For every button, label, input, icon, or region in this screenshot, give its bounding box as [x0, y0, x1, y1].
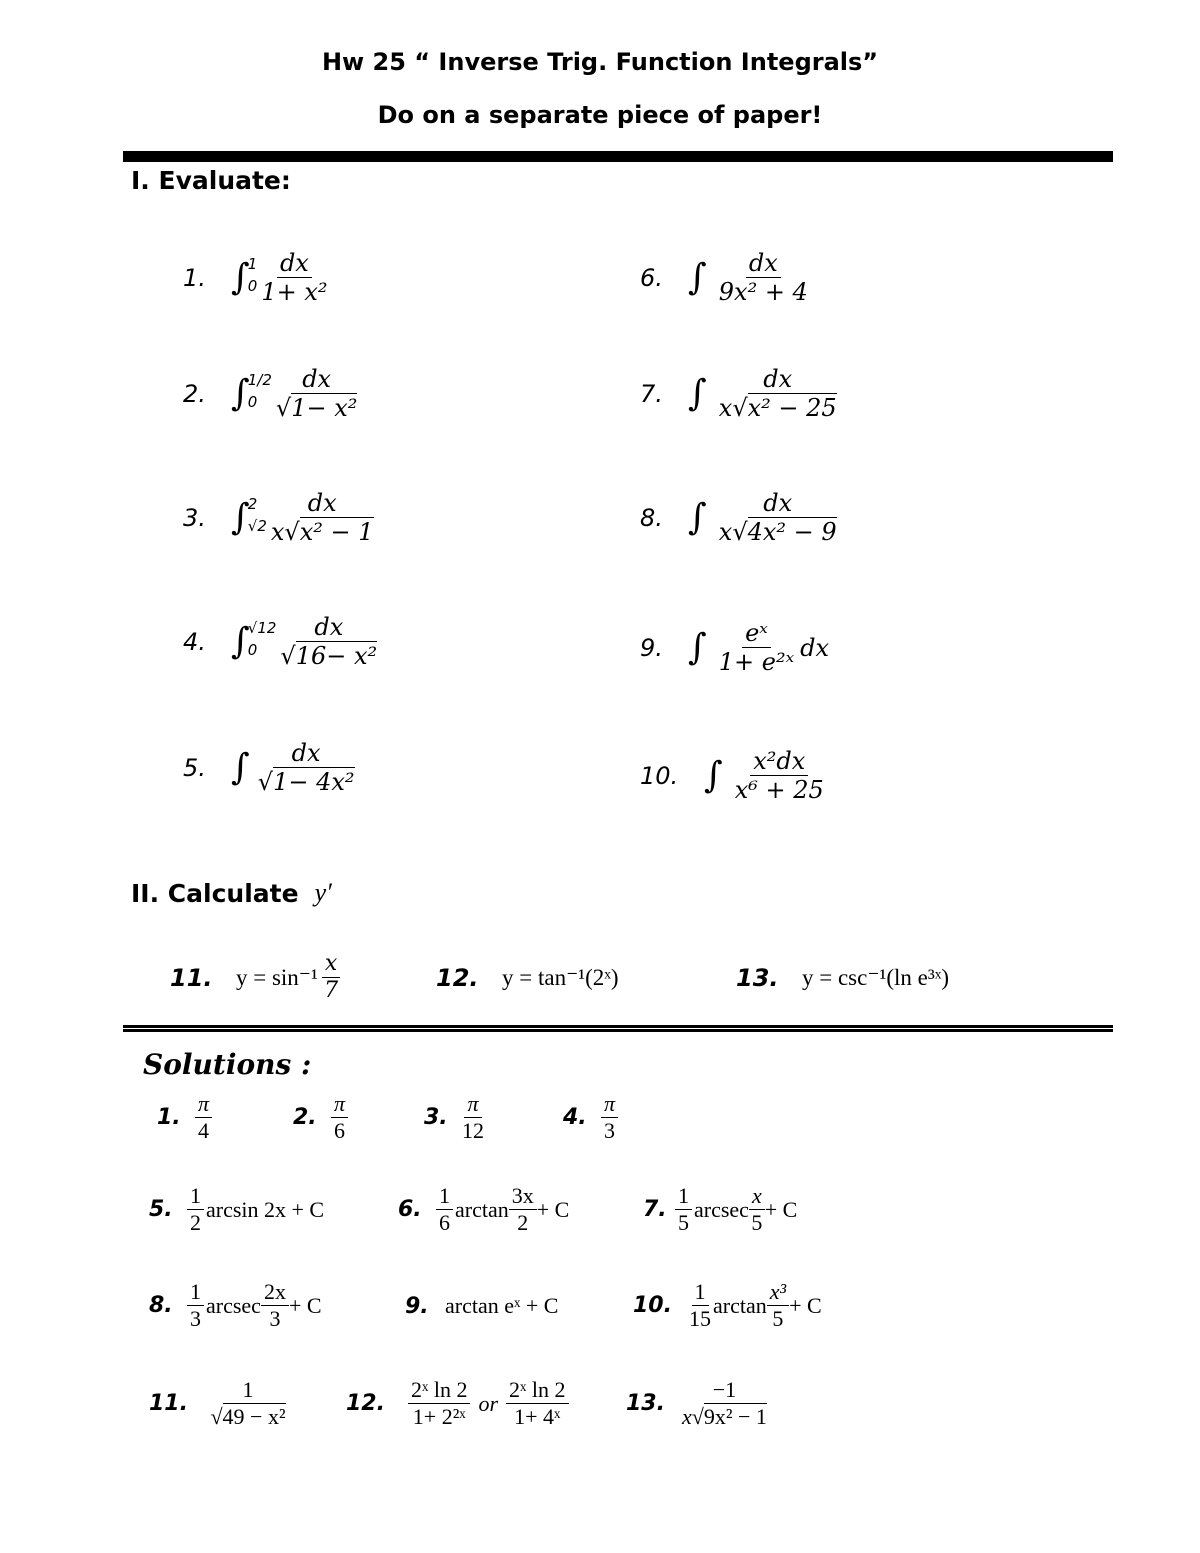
integral-sign-icon: ∫: [231, 746, 250, 788]
solution-number: 6.: [398, 1197, 422, 1223]
problem-number: 9.: [640, 633, 663, 662]
solution-9: [405, 1293, 558, 1319]
problem-number: 12.: [436, 964, 479, 992]
lower-limit: 0: [247, 392, 258, 411]
constant: + C: [288, 1292, 322, 1318]
numerator: π: [331, 1092, 348, 1118]
upper-limit: 1/2: [247, 370, 272, 389]
denominator: 12: [462, 1118, 484, 1144]
numerator: dx: [289, 740, 324, 768]
solution-number: 1.: [157, 1105, 181, 1131]
integral-sign-icon: ∫: [231, 496, 250, 538]
problem-number: 1.: [183, 263, 206, 292]
denominator: 49 − x²: [222, 1404, 286, 1430]
problem-4: [183, 614, 377, 670]
numerator: 1: [436, 1184, 453, 1210]
solution-3: [424, 1092, 484, 1143]
numerator: 2x: [261, 1280, 289, 1306]
constant: + C: [764, 1196, 798, 1222]
numerator: 1: [692, 1280, 709, 1306]
denominator: 6: [334, 1118, 346, 1144]
problem-number: 13.: [736, 964, 779, 992]
integral-sign-icon: ∫: [231, 372, 250, 414]
denominator: 15: [689, 1306, 711, 1332]
solution-number: 11.: [149, 1391, 188, 1417]
denominator: 2: [190, 1210, 201, 1236]
problem-number: 4.: [183, 627, 206, 656]
numerator: 1: [240, 1378, 257, 1404]
section-calculate-heading: [131, 878, 332, 908]
problem-number: 6.: [640, 263, 663, 292]
numerator: x²dx: [750, 748, 808, 776]
solution-10: [633, 1280, 822, 1331]
numerator: 2ˣ ln 2: [408, 1378, 470, 1404]
expression: y = sin⁻¹: [236, 964, 318, 990]
denominator: 9x² − 1: [703, 1404, 767, 1430]
problem-10: [640, 748, 824, 804]
problem-number: 2.: [183, 379, 206, 408]
numerator: 3x: [509, 1184, 537, 1210]
lower-limit: 0: [247, 640, 258, 659]
problem-number: 3.: [183, 503, 206, 532]
page-title: Hw 25 “ Inverse Trig. Function Integrals”: [321, 48, 879, 76]
numerator: dx: [760, 366, 795, 394]
sqrt-icon: √: [284, 518, 300, 547]
denominator: 16− x²: [295, 642, 378, 671]
expression: arcsec: [694, 1196, 749, 1222]
numerator: 1: [187, 1280, 204, 1306]
problem-number: 8.: [640, 503, 663, 532]
denominator: 1+ 4ˣ: [514, 1404, 561, 1430]
solution-number: 12.: [346, 1391, 385, 1417]
solution-number: 3.: [424, 1105, 448, 1131]
solution-number: 4.: [563, 1105, 587, 1131]
problem-7: [640, 366, 837, 422]
numerator: dx: [305, 490, 340, 518]
constant: + C: [536, 1196, 570, 1222]
problem-number: 7.: [640, 379, 663, 408]
sqrt-icon: √: [275, 394, 292, 423]
solution-4: [563, 1092, 618, 1143]
denominator: 6: [439, 1210, 450, 1236]
numerator: π: [464, 1092, 481, 1118]
sqrt-icon: √: [210, 1404, 223, 1430]
denominator: 2: [517, 1210, 529, 1236]
solution-2: [293, 1092, 348, 1143]
denominator: x⁶ + 25: [734, 776, 824, 805]
denominator: 1+ 2²ˣ: [412, 1404, 466, 1430]
numerator: x: [749, 1184, 765, 1210]
double-divider: [123, 1025, 1113, 1032]
constant: + C: [789, 1292, 822, 1318]
integral-sign-icon: ∫: [688, 496, 707, 538]
solution-6: [398, 1184, 569, 1235]
derivative-11: [170, 952, 340, 1003]
numerator: dx: [760, 490, 795, 518]
numerator: x³: [767, 1280, 789, 1306]
numerator: 2ˣ ln 2: [506, 1378, 568, 1404]
page-subtitle: Do on a separate piece of paper!: [377, 101, 823, 129]
denominator: 1− 4x²: [273, 768, 355, 797]
denominator-prefix: x: [718, 518, 733, 547]
upper-limit: √12: [247, 618, 277, 637]
solution-5: [149, 1184, 324, 1235]
problem-9: [640, 620, 829, 676]
denominator: 1+ x²: [261, 278, 328, 307]
differential: dx: [800, 633, 830, 662]
integral-sign-icon: ∫: [704, 754, 723, 796]
denominator: 3: [604, 1118, 616, 1144]
expression: arcsec: [206, 1292, 261, 1318]
solution-number: 7.: [643, 1197, 667, 1223]
numerator: 1: [675, 1184, 692, 1210]
upper-limit: 1: [247, 254, 258, 273]
problem-number: 11.: [170, 963, 213, 992]
sqrt-icon: √: [691, 1404, 704, 1430]
problem-5: [183, 740, 355, 796]
sqrt-icon: √: [732, 394, 748, 423]
denominator: 1+ e²ˣ: [718, 648, 795, 677]
denominator: 5: [751, 1210, 763, 1236]
solution-number: 9.: [405, 1293, 429, 1319]
thick-divider: [123, 151, 1113, 162]
solution-number: 8.: [149, 1293, 173, 1319]
solution-12: [346, 1378, 569, 1429]
or-connector: or: [478, 1390, 499, 1416]
numerator: π: [195, 1092, 212, 1118]
sqrt-icon: √: [257, 768, 274, 797]
numerator: π: [601, 1092, 618, 1118]
denominator: 5: [772, 1306, 784, 1332]
problem-1: [183, 250, 327, 306]
integral-sign-icon: ∫: [688, 256, 707, 298]
denominator: x² − 1: [299, 518, 374, 547]
expression: arctan eˣ + C: [445, 1293, 559, 1318]
integral-sign-icon: ∫: [231, 620, 250, 662]
problem-2: [183, 366, 357, 422]
denominator: 5: [678, 1210, 689, 1236]
integral-sign-icon: ∫: [231, 256, 250, 298]
numerator: −1: [710, 1378, 739, 1404]
derivative-13: [736, 964, 949, 992]
expression: arcsin 2x + C: [206, 1196, 325, 1222]
solution-13: [626, 1378, 767, 1429]
expression: arctan: [713, 1292, 767, 1318]
solution-8: [149, 1280, 322, 1331]
denominator: 7: [324, 978, 339, 1004]
lower-limit: 0: [247, 276, 258, 295]
denominator-prefix: x: [682, 1404, 692, 1430]
numerator: dx: [746, 250, 781, 278]
denominator: 4: [198, 1118, 210, 1144]
derivative-symbol: y′: [314, 878, 332, 907]
numerator: dx: [299, 366, 334, 394]
lower-limit: √2: [247, 516, 267, 535]
problem-6: [640, 250, 808, 306]
section-calculate-title: II. Calculate: [131, 878, 299, 908]
solution-number: 2.: [293, 1105, 317, 1131]
problem-3: [183, 490, 374, 546]
upper-limit: 2: [247, 494, 258, 513]
derivative-12: [436, 964, 619, 992]
denominator: 1− x²: [291, 394, 358, 423]
solution-number: 13.: [626, 1391, 665, 1417]
solution-number: 10.: [633, 1293, 672, 1319]
problem-number: 5.: [183, 753, 206, 782]
denominator: 9x² + 4: [718, 278, 808, 307]
sqrt-icon: √: [732, 518, 748, 547]
solution-11: [149, 1378, 291, 1429]
denominator-prefix: x: [718, 394, 733, 423]
expression: y = tan⁻¹(2ˣ): [502, 965, 619, 990]
integral-sign-icon: ∫: [688, 626, 707, 668]
denominator: x² − 25: [747, 394, 837, 423]
numerator: eˣ: [742, 620, 771, 648]
expression: arctan: [455, 1196, 509, 1222]
denominator: 3: [190, 1306, 201, 1332]
solutions-heading: Solutions :: [143, 1048, 312, 1081]
denominator: 3: [269, 1306, 281, 1332]
numerator: dx: [311, 614, 346, 642]
integral-sign-icon: ∫: [688, 372, 707, 414]
denominator-prefix: x: [270, 518, 285, 547]
numerator: dx: [277, 250, 312, 278]
solution-number: 5.: [149, 1197, 173, 1223]
numerator: x: [322, 952, 340, 978]
expression: y = csc⁻¹(ln e³ˣ): [802, 965, 950, 990]
solution-7: [643, 1184, 797, 1235]
problem-number: 10.: [640, 761, 679, 790]
sqrt-icon: √: [280, 642, 296, 671]
numerator: 1: [187, 1184, 204, 1210]
problem-8: [640, 490, 837, 546]
denominator: 4x² − 9: [747, 518, 837, 547]
section-evaluate-heading: I. Evaluate:: [131, 166, 291, 195]
solution-1: [157, 1092, 212, 1143]
